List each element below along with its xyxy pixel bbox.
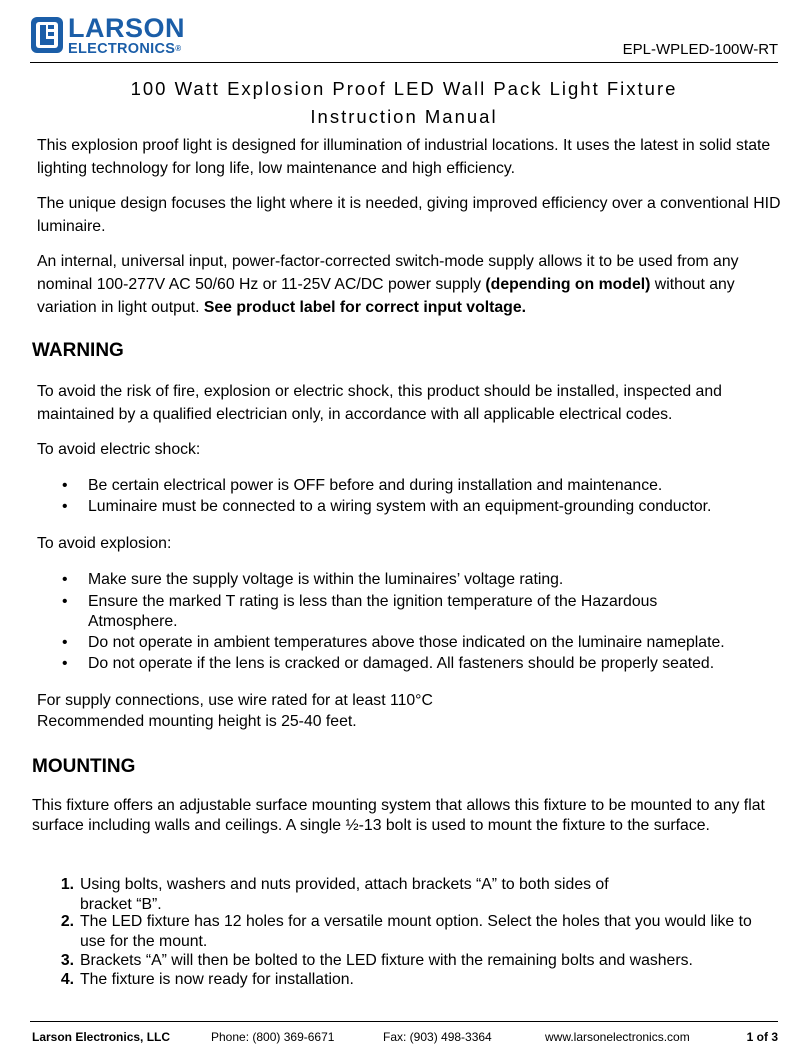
document-title: 100 Watt Explosion Proof LED Wall Pack Light Fixture xyxy=(130,78,678,99)
larson-logo xyxy=(30,13,200,57)
footer-fax: Fax: (903) 498-3364 xyxy=(383,1030,492,1044)
step-text: Using bolts, washers and nuts provided, attach brackets “A” to both sides of bracket “B”. xyxy=(80,876,609,913)
mounting-heading: MOUNTING xyxy=(32,756,136,777)
list-item-text: Make sure the supply voltage is within the luminaires’ voltage rating. xyxy=(88,571,564,588)
shock-label: To avoid electric shock: xyxy=(37,441,201,458)
warning-heading: WARNING xyxy=(32,340,124,361)
list-item-text: Ensure the marked T rating is less than the ignition temperature of the Hazardous Atmosphere. xyxy=(88,593,658,630)
list-item-text: Be certain electrical power is OFF before and during installation and maintenance. xyxy=(88,477,663,494)
model-number: EPL-WPLED-100W-RT xyxy=(622,41,778,58)
footer-website: www.larsonelectronics.com xyxy=(545,1030,690,1044)
intro-p3-model-note: (depending on model) xyxy=(485,276,651,293)
footer-company: Larson Electronics, LLC xyxy=(32,1030,171,1044)
explosion-label: To avoid explosion: xyxy=(37,535,172,552)
list-item-text: Luminaire must be connected to a wiring system with an equipment-grounding conductor. xyxy=(88,498,712,515)
logo-text-electronics-label: ELECTRONICS xyxy=(68,41,176,57)
step-number: 4. xyxy=(60,971,74,988)
bullet-icon: • xyxy=(62,477,68,494)
step-number: 2. xyxy=(60,913,74,930)
supply-connection-note: For supply connections, use wire rated for at least 110°C xyxy=(37,692,433,709)
intro-p3-text-a: An internal, universal input, power-factor-corrected switch-mode supply allows it to be used from any nominal 100-277V AC 50/60 Hz or 11-25V AC/DC power supply xyxy=(37,253,739,293)
bullet-icon: • xyxy=(62,634,68,651)
mounting-height-note: Recommended mounting height is 25-40 feet. xyxy=(37,713,357,730)
bullet-icon: • xyxy=(62,571,68,588)
document-subtitle: Instruction Manual xyxy=(310,106,498,127)
intro-paragraph-1: This explosion proof light is designed for illumination of industrial locations. It uses the latest in solid state lighting technology for long life, low maintenance and high efficiency. xyxy=(37,137,771,177)
larson-logo-icon xyxy=(30,16,64,54)
warning-paragraph: To avoid the risk of fire, explosion or electric shock, this product should be installed, inspected and maintained by a qualified electrician only, in accordance with all applicable electrical codes. xyxy=(37,383,722,423)
logo-text-electronics xyxy=(68,41,181,57)
intro-paragraph-2: The unique design focuses the light where it is needed, giving improved efficiency over a conventional HID luminaire. xyxy=(37,195,781,235)
logo-text-larson: LARSON xyxy=(68,13,185,43)
bullet-icon: • xyxy=(62,593,68,610)
list-item-text: Do not operate in ambient temperatures above those indicated on the luminaire nameplate. xyxy=(88,634,725,651)
intro-p3-text-c: without any variation in light output. xyxy=(37,276,735,316)
footer-phone: Phone: (800) 369-6671 xyxy=(211,1030,335,1044)
header-divider xyxy=(30,62,778,63)
bullet-icon: • xyxy=(62,498,68,515)
step-number: 3. xyxy=(60,952,74,969)
intro-p3-label-note: See product label for correct input voltage. xyxy=(203,299,526,316)
step-text: The LED fixture has 12 holes for a versatile mount option. Select the holes that you would like to use for the mount. xyxy=(80,913,752,950)
step-text: Brackets “A” will then be bolted to the LED fixture with the remaining bolts and washers. xyxy=(80,952,693,969)
footer-page-number: 1 of 3 xyxy=(746,1030,778,1044)
mounting-paragraph: This fixture offers an adjustable surface mounting system that allows this fixture to be mounted to any flat surface including walls and ceilings. A single ½-13 bolt is used to mount the fixture to the surface. xyxy=(32,797,765,834)
bullet-icon: • xyxy=(62,655,68,672)
step-number: 1. xyxy=(60,876,74,893)
step-text: The fixture is now ready for installation. xyxy=(80,971,354,988)
list-item-text: Do not operate if the lens is cracked or damaged. All fasteners should be properly seated. xyxy=(88,655,715,672)
footer-divider xyxy=(30,1021,778,1022)
registered-mark: ® xyxy=(175,44,182,53)
intro-paragraph-3 xyxy=(37,250,782,319)
